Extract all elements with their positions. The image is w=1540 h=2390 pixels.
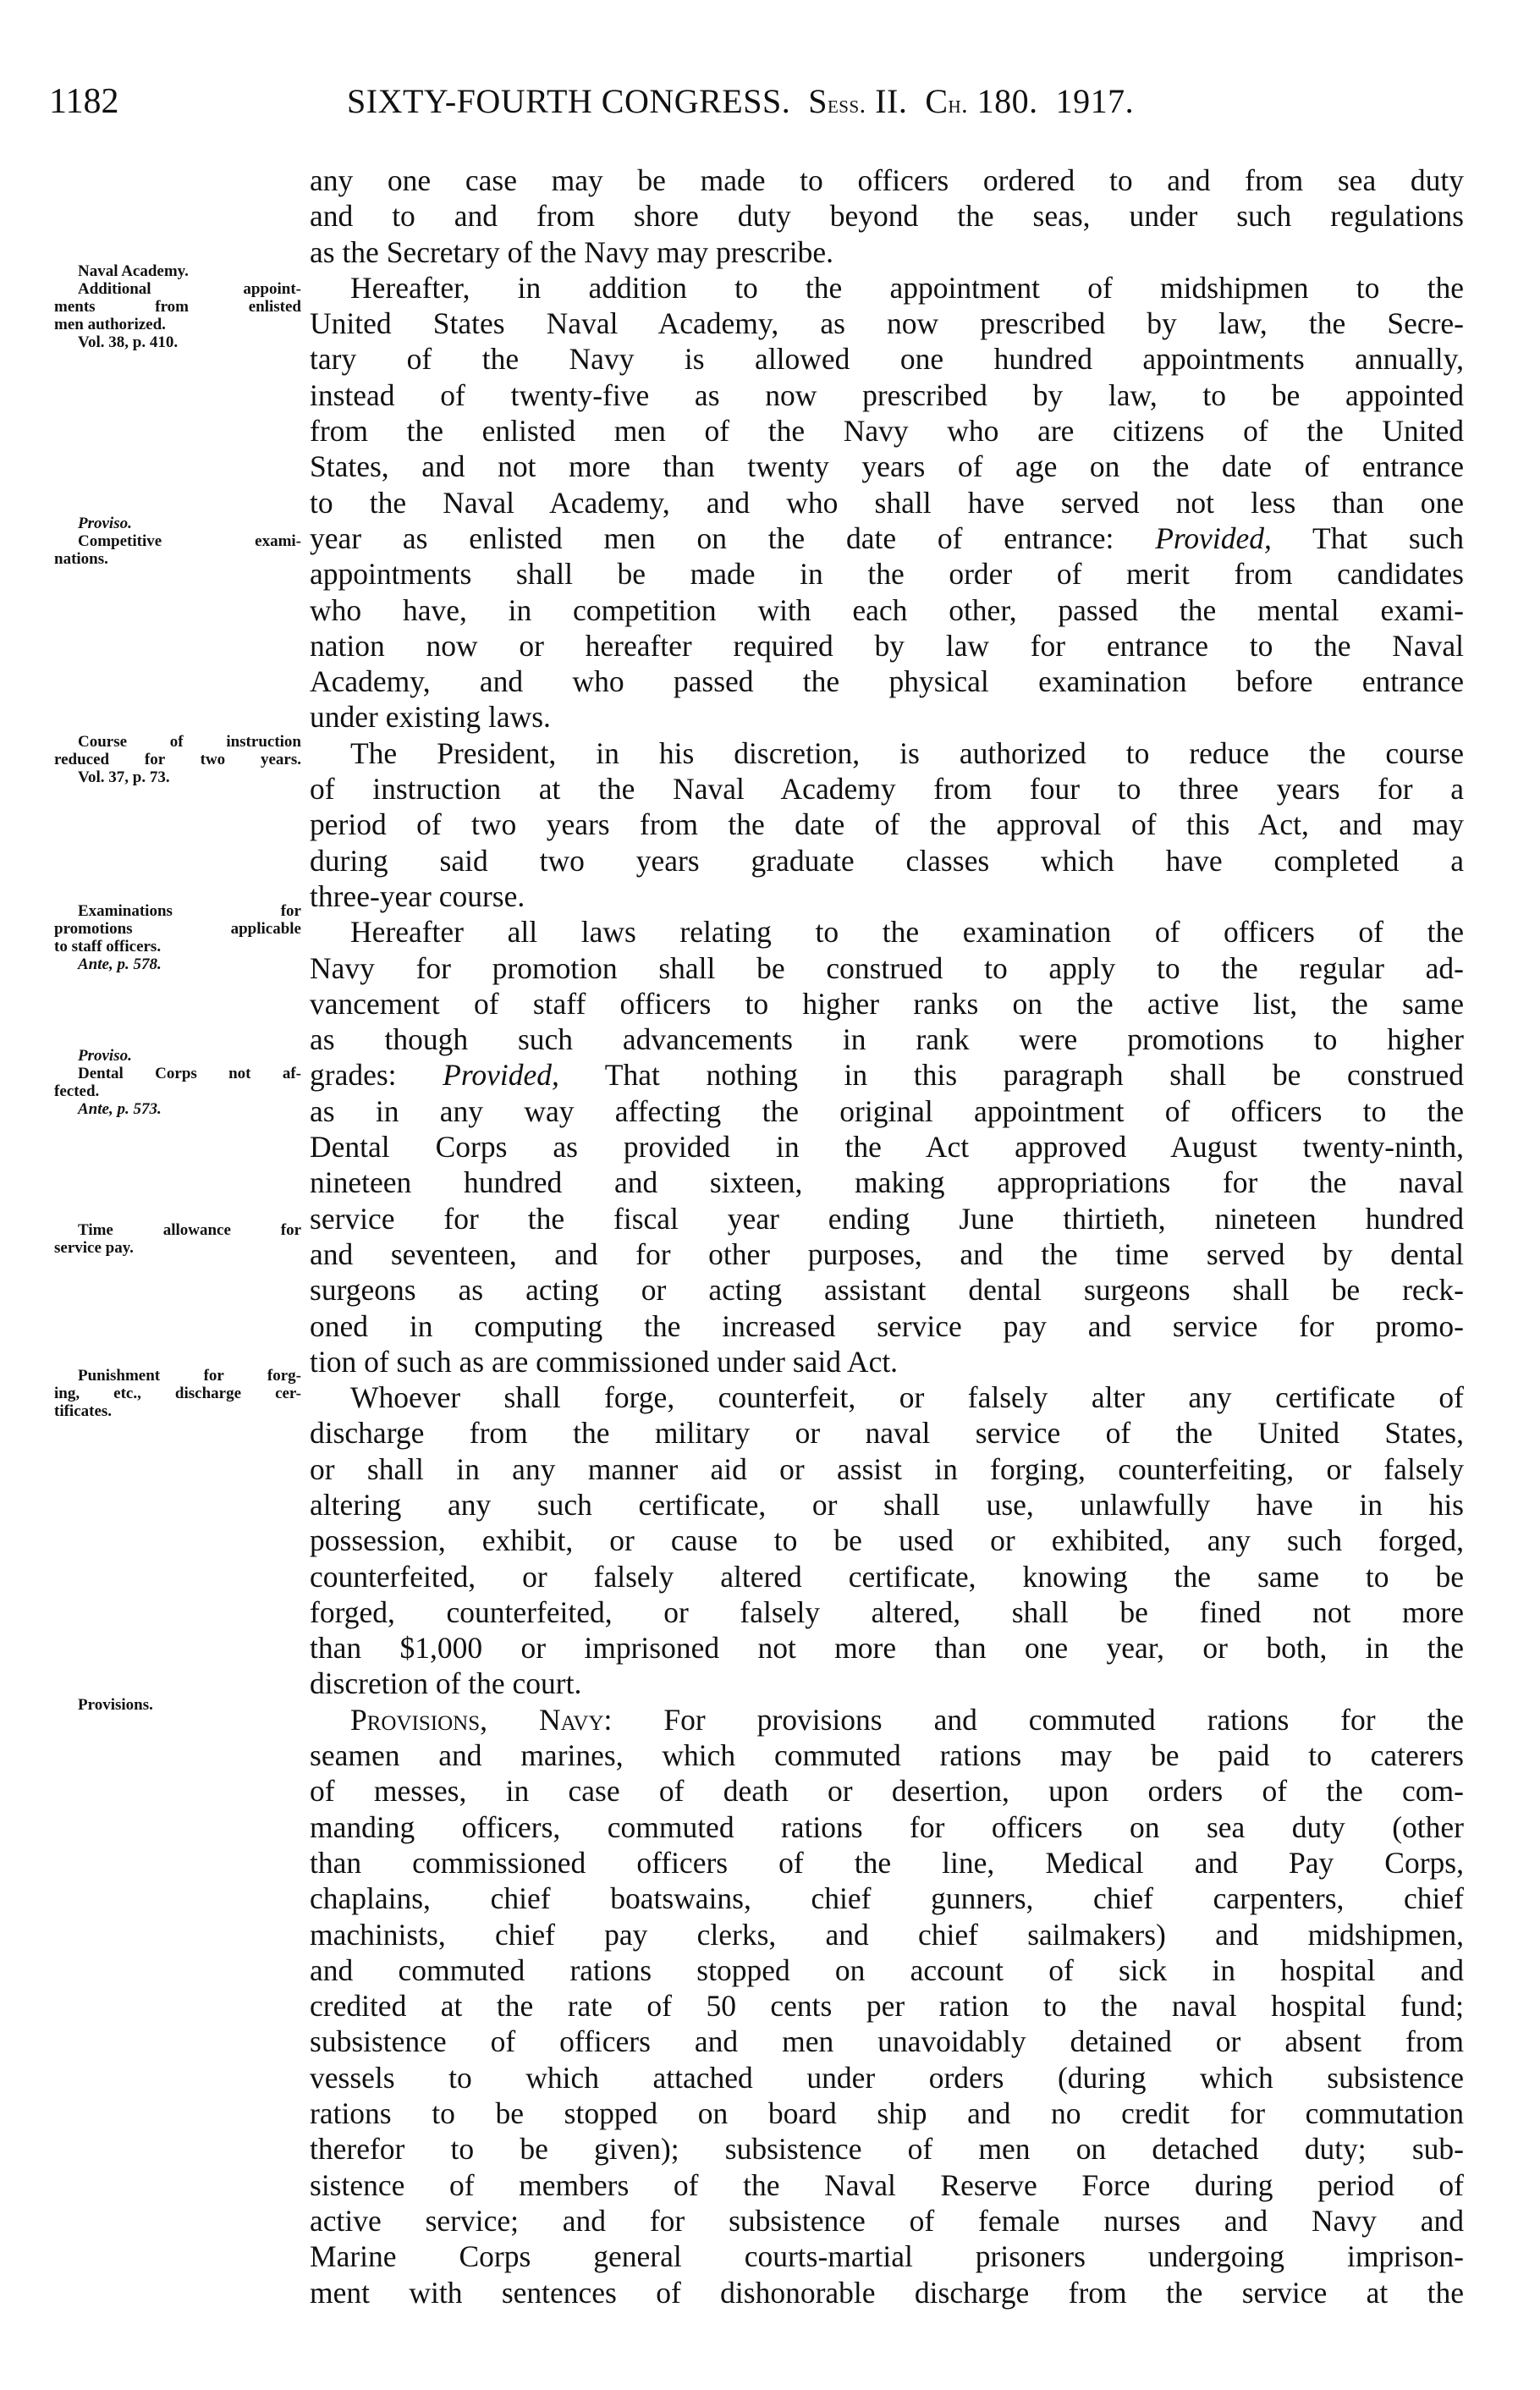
body-line: service for the fiscal year ending June thirtieth, nineteen hundred — [310, 1201, 1464, 1236]
congress-title: SIXTY-FOURTH CONGRESS. — [347, 82, 791, 120]
body-line: credited at the rate of 50 cents per ration to the naval hospital fund; — [310, 1989, 1464, 2024]
body-line: of messes, in case of death or desertion, upon orders of the com- — [310, 1774, 1464, 1809]
body-line: subsistence of officers and men unavoidably detained or absent from — [310, 2024, 1464, 2059]
body-line: United States Naval Academy, as now prescribed by law, the Secre- — [310, 306, 1464, 341]
body-line: chaplains, chief boatswains, chief gunners, chief carpenters, chief — [310, 1881, 1464, 1916]
body-line: under existing laws. — [310, 700, 551, 735]
body-line: possession, exhibit, or cause to be used or exhibited, any such forged, — [310, 1523, 1464, 1558]
body-line: counterfeited, or falsely altered certificate, knowing the same to be — [310, 1559, 1464, 1594]
proviso-word: Provided, — [443, 1058, 559, 1093]
running-header — [0, 78, 1540, 125]
body-line: Marine Corps general courts-martial prisoners undergoing imprison- — [310, 2239, 1464, 2274]
session-label: Sess. — [808, 82, 866, 120]
session-number: II. — [875, 82, 908, 120]
body-line: machinists, chief pay clerks, and chief sailmakers) and midshipmen, — [310, 1917, 1464, 1952]
margin-note-time-allowance: Time allowance for service pay. — [54, 1221, 301, 1257]
body-line: nineteen hundred and sixteen, making appropriations for the naval — [310, 1165, 1464, 1200]
body-line: during said two years graduate classes which have completed a — [310, 843, 1464, 878]
proviso-word: Provided, — [1155, 520, 1272, 555]
body-line: who have, in competition with each other, passed the mental exami- — [310, 592, 1464, 627]
body-line: of instruction at the Naval Academy from four to three years for a — [310, 772, 1464, 807]
body-line: instead of twenty-five as now prescribed by law, to be appointed — [310, 377, 1464, 412]
body-line: as in any way affecting the original appointment of officers to the — [310, 1093, 1464, 1128]
body-line: tion of such as are commissioned under said Act. — [310, 1344, 899, 1379]
body-line: any one case may be made to officers ordered to and from sea duty — [310, 163, 1464, 197]
body-line: therefor to be given); subsistence of men on detached duty; sub- — [310, 2132, 1464, 2167]
body-line: seamen and marines, which commuted rations may be paid to caterers — [310, 1738, 1464, 1773]
body-line: period of two years from the date of the approval of this Act, and may — [310, 807, 1464, 842]
body-line: appointments shall be made in the order of merit from candidates — [310, 557, 1464, 592]
margin-note-punishment-forging: Punishment for forg- ing, etc., discharge cer- tificates. — [54, 1367, 301, 1420]
body-line: and seventeen, and for other purposes, and the time served by dental — [310, 1236, 1464, 1271]
body-line: Dental Corps as provided in the Act approved August twenty-ninth, — [310, 1130, 1464, 1165]
page-number: 1182 — [49, 82, 119, 121]
body-line: rations to be stopped on board ship and no credit for commutation — [310, 2096, 1464, 2131]
body-line: or shall in any manner aid or assist in forging, counterfeiting, or falsely — [310, 1451, 1464, 1486]
body-line: sistence of members of the Naval Reserve Force during period of — [310, 2167, 1464, 2202]
margin-note-examinations-staff: Examinations for promotions applicable to staff officers. Ante, p. 578. — [54, 902, 301, 973]
body-line: States, and not more than twenty years of age on the date of entrance — [310, 449, 1464, 484]
chapter-label: Ch. — [925, 82, 969, 120]
body-line: as the Secretary of the Navy may prescribe. — [310, 234, 834, 269]
margin-note-proviso-competitive: Proviso. Competitive exami- nations. — [54, 515, 301, 568]
body-line: active service; and for subsistence of female nurses and Navy and — [310, 2203, 1464, 2238]
year: 1917. — [1055, 82, 1135, 120]
body-line: forged, counterfeited, or falsely altered, shall be fined not more — [310, 1594, 1464, 1629]
body-line: and to and from shore duty beyond the seas, under such regulations — [310, 199, 1464, 234]
body-line: discharge from the military or naval service of the United States, — [310, 1416, 1464, 1451]
paragraph-provisions-navy-start: Provisions, Navy: For provisions and commuted rations for the — [350, 1702, 1464, 1737]
body-line: oned in computing the increased service pay and service for promo- — [310, 1308, 1464, 1343]
body-line: ment with sentences of dishonorable discharge from the service at the — [310, 2275, 1464, 2310]
body-line: discretion of the court. — [310, 1666, 582, 1701]
body-line: altering any such certificate, or shall use, unlawfully have in his — [310, 1487, 1464, 1522]
paragraph-president-start: The President, in his discretion, is authorized to reduce the course — [350, 735, 1464, 770]
body-line: nation now or hereafter required by law for entrance to the Naval — [310, 628, 1464, 663]
margin-note-naval-academy: Naval Academy. Additional appoint- ments from enlisted men authorized. Vol. 38, p. 410. — [54, 262, 301, 351]
body-line: manding officers, commuted rations for officers on sea duty (other — [310, 1809, 1464, 1844]
margin-note-provisions: Provisions. — [78, 1696, 153, 1714]
body-line: than $1,000 or imprisoned not more than one year, or both, in the — [310, 1631, 1464, 1666]
body-line: and commuted rations stopped on account of sick in hospital and — [310, 1952, 1464, 1987]
body-line: surgeons as acting or acting assistant dental surgeons shall be reck- — [310, 1273, 1464, 1308]
paragraph-forging-start: Whoever shall forge, counterfeit, or falsely alter any certificate of — [350, 1380, 1464, 1415]
body-line: to the Naval Academy, and who shall have served not less than one — [310, 485, 1464, 520]
running-head-title — [347, 78, 1134, 129]
margin-note-proviso-dental: Proviso. Dental Corps not af- fected. Ante, p. 573. — [54, 1047, 301, 1118]
statute-body — [310, 162, 1464, 2310]
body-line: than commissioned officers of the line, Medical and Pay Corps, — [310, 1845, 1464, 1880]
body-line: Navy for promotion shall be construed to apply to the regular ad- — [310, 950, 1464, 985]
body-line: vancement of staff officers to higher ranks on the active list, the same — [310, 986, 1464, 1021]
paragraph-naval-academy-start: Hereafter, in addition to the appointment of midshipmen to the — [350, 270, 1464, 305]
body-line-proviso: year as enlisted men on the date of entrance: Provided, That such — [310, 520, 1464, 555]
body-line: tary of the Navy is allowed one hundred appointments annually, — [310, 342, 1464, 377]
body-line: Academy, and who passed the physical examination before entrance — [310, 664, 1464, 699]
paragraph-examinations-start: Hereafter all laws relating to the examination of officers of the — [350, 915, 1464, 950]
chapter-number: 180. — [976, 82, 1038, 120]
body-line: as though such advancements in rank were promotions to higher — [310, 1022, 1464, 1057]
body-line: three-year course. — [310, 878, 525, 913]
body-line: from the enlisted men of the Navy who are citizens of the United — [310, 414, 1464, 449]
margin-note-course-reduced: Course of instruction reduced for two years. Vol. 37, p. 73. — [54, 733, 301, 786]
body-line-proviso: grades: Provided, That nothing in this paragraph shall be construed — [310, 1058, 1465, 1093]
provisions-navy-heading: Provisions, Navy: — [350, 1702, 613, 1737]
body-line: vessels to which attached under orders (during which subsistence — [310, 2060, 1464, 2095]
